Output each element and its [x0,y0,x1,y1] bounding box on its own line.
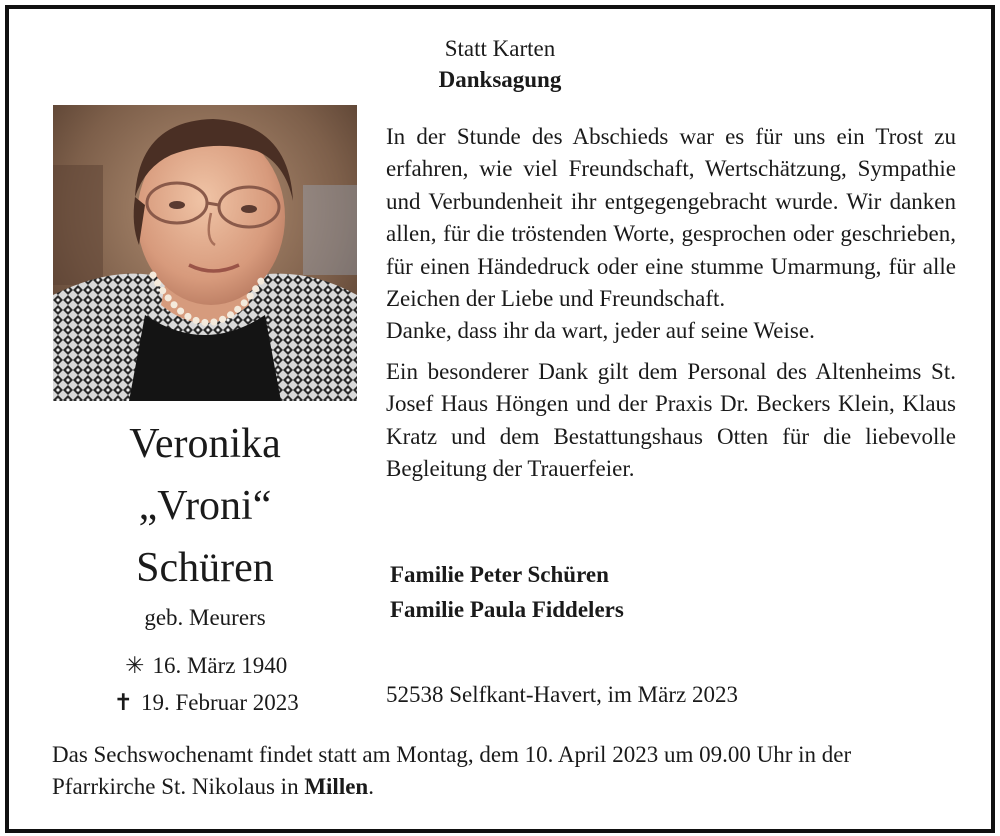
birth-date-row [53,647,357,684]
signatories [390,557,624,627]
death-date-row [53,684,357,721]
last-name: Schüren [136,545,274,591]
header-title: Danksagung [438,67,562,92]
life-dates [53,647,357,721]
nickname: „Vroni“ [138,483,272,529]
portrait-photo [53,105,357,401]
obituary-card [5,5,995,833]
maiden-name: geb. Meurers [144,605,266,630]
service-notice-text: Das Sechswochenamt findet statt am Montag, dem 10. April 2023 um 09.00 Uhr in der Pfarrkirche St. Nikolaus in [52,742,852,799]
message-paragraph-1-text: In der Stunde des Abschieds war es für uns ein Trost zu erfahren, wie viel Freundschaft, Wertschätzung, Sympathie und Verbundenheit ihr entgegengebracht wurde. Wir danken allen, für die tröstenden Worte, gesprochen oder geschrieben, für einen Händedruck oder eine stumme Umarmung, für alle Zeichen der Liebe und Freundschaft. [386,124,956,312]
family-signature-2: Familie Paula Fiddelers [390,597,624,622]
message-paragraph-1 [386,121,956,348]
first-name: Veronika [129,421,281,467]
service-notice-end: . [368,774,374,799]
header [9,33,991,95]
deceased-info [53,413,357,721]
family-signature-1: Familie Peter Schüren [390,562,609,587]
portrait-illustration [53,105,357,401]
service-location: Millen [304,774,369,799]
death-date: 19. Februar 2023 [140,690,299,715]
message-paragraph-2: Ein besonderer Dank gilt dem Personal des Altenheims St. Josef Haus Höngen und der Praxis Dr. Beckers Klein, Klaus Kratz und dem Bestattungshaus Otten für die liebevolle Begleitung der Trauerfeier. [386,358,956,482]
cross-icon: ✝ [113,690,133,715]
header-kicker: Statt Karten [444,36,556,61]
service-notice [52,739,957,803]
birth-date: 16. März 1940 [152,653,288,678]
thank-you-message [386,121,956,485]
message-closing-line: Danke, dass ihr da wart, jeder auf seine Weise. [386,318,815,344]
asterisk-icon: ✳ [125,653,145,678]
place-and-date: 52538 Selfkant-Havert, im März 2023 [386,682,738,707]
